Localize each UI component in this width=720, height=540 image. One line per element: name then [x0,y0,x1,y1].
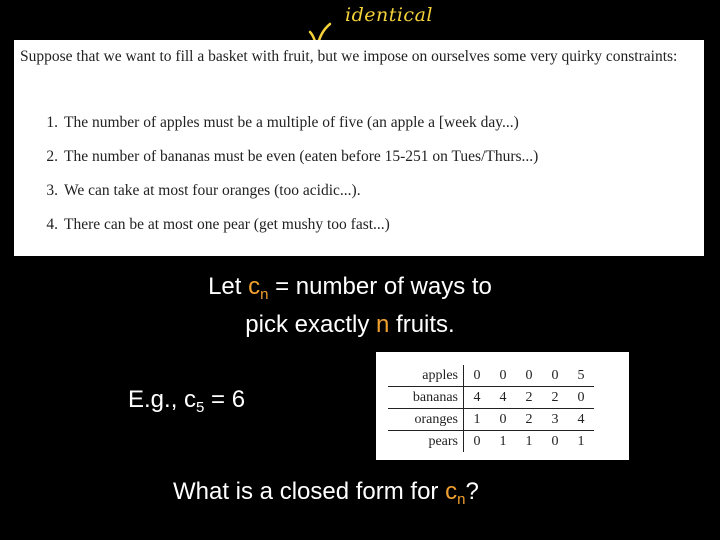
definition-prefix: Let [208,273,249,300]
table-row [388,387,594,409]
question-prefix: What is a closed form for [173,478,446,505]
definition-suffix: = number of ways to [268,273,492,300]
example-subscript: 5 [196,399,205,416]
constraint-list [20,112,700,248]
n-symbol: n [376,311,390,338]
constraint-item [20,146,700,180]
constraint-item [20,214,700,248]
row-label: apples [388,365,464,387]
constraint-number: 3. [46,182,58,199]
combinations-table-box [376,352,629,460]
table-cell: 2 [516,387,542,409]
table-cell: 0 [473,367,481,383]
cn-symbol [445,478,466,508]
table-cell: 1 [568,431,594,453]
table-cell: 4 [464,387,491,409]
constraint-text: The number of bananas must be even (eaten before 15-251 on Tues/Thurs...) [64,148,539,165]
problem-intro: Suppose that we want to fill a basket with fruit, but we impose on ourselves some very quirky constraints: [20,48,678,65]
handwritten-annotation: identical [345,4,433,26]
table-row [388,365,594,387]
table-row [388,409,594,431]
row-label: bananas [388,387,464,409]
row-label: oranges [388,409,464,431]
question-suffix: ? [465,478,479,505]
table-cell: 5 [577,367,585,383]
constraint-item [20,180,700,214]
definition-line2-prefix: pick exactly [245,311,376,338]
table-cell: 0 [525,367,533,383]
table-row [388,431,594,453]
row-label: pears [388,431,464,453]
constraint-text: There can be at most one pear (get mushy too fast...) [64,216,390,233]
table-cell: 0 [464,431,491,453]
constraint-number: 4. [46,216,58,233]
cn-letter: c [248,273,261,300]
table-cell: 0 [499,367,507,383]
table-cell: 1 [490,431,516,453]
table-cell: 1 [516,431,542,453]
constraint-number: 2. [46,148,58,165]
constraint-item [20,112,700,146]
table-cell: 1 [464,409,491,431]
constraint-text: The number of apples must be a multiple of five (an apple a [week day...) [64,114,519,131]
cn-subscript: n [260,286,269,303]
table-cell: 2 [542,387,568,409]
table-cell: 2 [516,409,542,431]
definition-line2-suffix: fruits. [389,311,455,338]
table-cell: 0 [551,367,559,383]
cn-letter: c [445,478,458,505]
question-text [173,478,479,508]
cn-symbol [248,273,269,303]
cn-subscript: n [457,491,466,508]
example-prefix: E.g., c [128,386,197,413]
example-text [128,386,245,416]
table-cell: 3 [542,409,568,431]
constraint-number: 1. [46,114,58,131]
combinations-table [388,365,594,452]
definition-text [150,272,550,340]
table-cell: 0 [568,387,594,409]
table-cell: 4 [490,387,516,409]
problem-statement-box [14,40,704,256]
example-suffix: = 6 [204,386,246,413]
constraint-text: We can take at most four oranges (too acidic...). [64,182,361,199]
table-cell: 0 [490,409,516,431]
table-cell: 4 [568,409,594,431]
table-cell: 0 [542,431,568,453]
